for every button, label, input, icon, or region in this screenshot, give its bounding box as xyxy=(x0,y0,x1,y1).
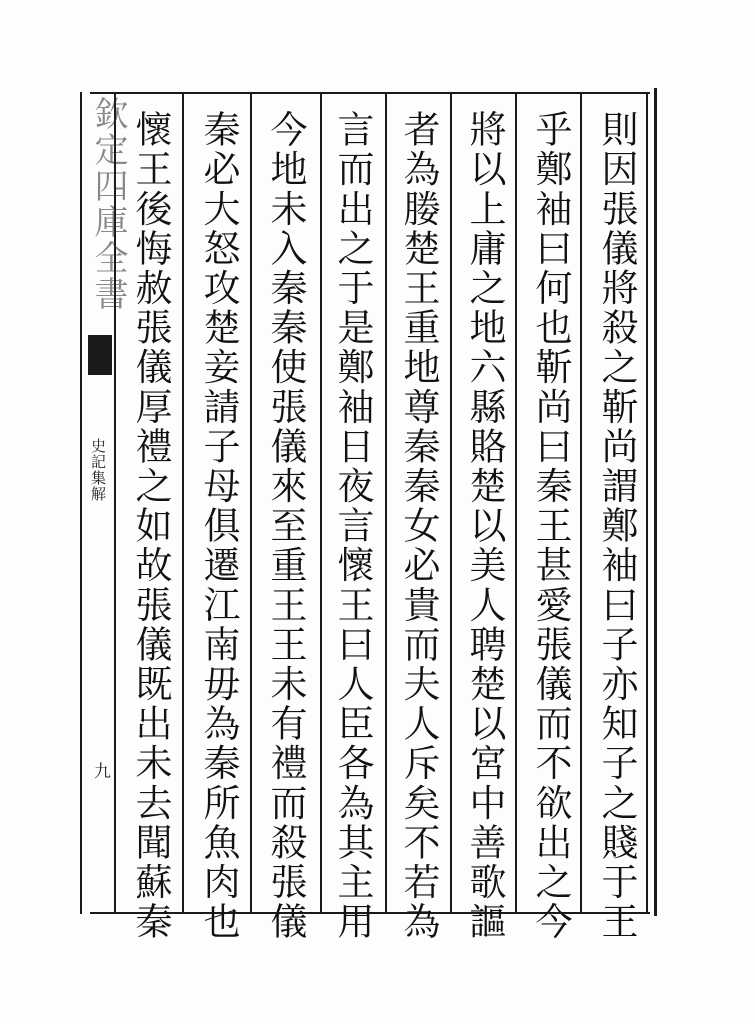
column-divider xyxy=(182,94,184,912)
text-column-1: 則因張儀將殺之靳尚謂鄭袖曰子亦知子之賤于王 xyxy=(595,110,638,942)
frame-right-line-outer xyxy=(654,88,657,916)
frame-right-line-inner xyxy=(646,92,648,912)
text-column-7: 秦必大怒攻楚妾請子母俱遷江南毋為秦所魚肉也 xyxy=(197,110,240,942)
column-divider xyxy=(515,94,517,912)
text-column-5: 言而出之于是鄭袖日夜言懷王曰人臣各為其主用 xyxy=(331,110,374,942)
text-column-6: 今地未入秦秦使張儀來至重王王未有禮而殺張儀 xyxy=(264,110,307,942)
column-divider xyxy=(385,94,387,912)
column-divider xyxy=(250,94,252,912)
text-column-2: 乎鄭袖曰何也靳尚曰秦王甚愛張儀而不欲出之今 xyxy=(529,110,572,942)
margin-title: 欽定四庫全書 xyxy=(88,96,128,312)
column-divider xyxy=(450,94,452,912)
column-divider xyxy=(580,94,582,912)
margin-outer-line xyxy=(80,92,82,914)
fishtail-mark xyxy=(88,335,112,375)
text-column-4: 者為媵楚王重地尊秦秦女必貴而夫人斥矣不若為 xyxy=(397,110,440,942)
margin-book-label: 史記集解 xyxy=(89,438,107,502)
text-column-3: 將以上庸之地六縣賂楚以美人聘楚以宮中善歌謳 xyxy=(463,110,506,942)
text-column-8: 懷王後悔赦張儀厚禮之如故張儀既出未去聞蘇秦 xyxy=(129,110,172,942)
frame-top-line xyxy=(90,92,650,94)
margin-page-number: 九 xyxy=(90,762,110,779)
